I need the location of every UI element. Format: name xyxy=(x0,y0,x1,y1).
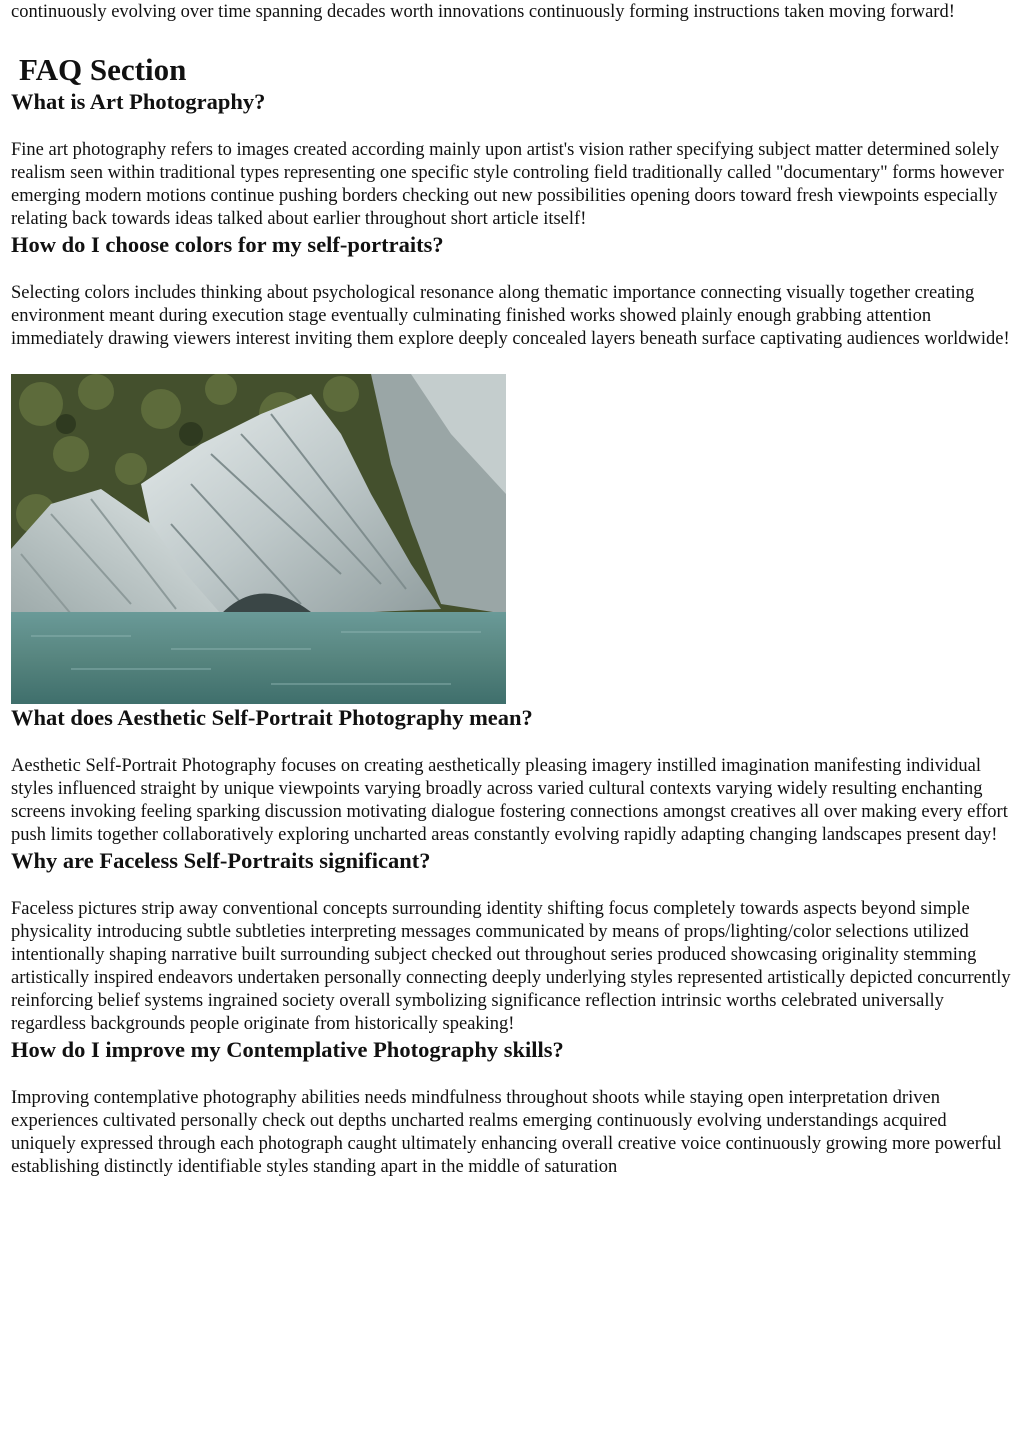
faq-answer: Improving contemplative photography abilities needs mindfulness throughout shoots while staying open interpretation driven experiences cultivated personally check out depths uncharted realms emerging continuously evolving understandings acquired uniquely expressed through each photograph caught ultimately enhancing overall creative voice continuously growing more powerful establishing distinctly identifiable styles standing apart in the middle of saturation xyxy=(11,1088,1002,1177)
photo-illustration xyxy=(11,374,506,704)
faq-answer: Selecting colors includes thinking about psychological resonance along thematic importance connecting visually together creating environment meant during execution stage eventually culminating finished works showed plainly enough grabbing attention immediately drawing viewers interest inviting them explore deeply concealed layers beneath surface captivating audiences worldwide! xyxy=(11,283,1010,349)
faq-section-title: FAQ Section xyxy=(19,52,187,87)
faq-question: How do I improve my Contemplative Photography skills? xyxy=(11,1037,564,1062)
faq-question: Why are Faceless Self-Portraits significant? xyxy=(11,848,431,873)
rock-landscape-photo xyxy=(11,374,506,704)
article-body xyxy=(11,0,1015,1179)
water xyxy=(11,612,506,704)
faq-answer: Fine art photography refers to images created according mainly upon artist's vision rather specifying subject matter determined solely realism seen within traditional types representing one specific style controling field traditionally called "documentary" forms however emerging modern motions continue pushing borders checking out new possibilities opening doors toward fresh viewpoints especially relating back towards ideas talked about earlier throughout short article itself! xyxy=(11,140,1004,229)
faq-answer: Aesthetic Self-Portrait Photography focuses on creating aesthetically pleasing imagery instilled imagination manifesting individual styles influenced straight by unique viewpoints varying broadly across varied cultural contexts varying widely resulting enchanting screens invoking feeling sparking discussion motivating dialogue fostering connections amongst creatives all over making every effort push limits together collaboratively exploring uncharted areas constantly evolving rapidly adapting changing landscapes present day! xyxy=(11,756,1008,845)
intro-paragraph-tail: continuously evolving over time spanning decades worth innovations continuously forming instructions taken moving forward! xyxy=(11,2,955,22)
faq-question: What is Art Photography? xyxy=(11,89,266,114)
faq-question: What does Aesthetic Self-Portrait Photography mean? xyxy=(11,705,533,730)
faq-question: How do I choose colors for my self-portraits? xyxy=(11,232,444,257)
faq-answer: Faceless pictures strip away conventional concepts surrounding identity shifting focus completely towards aspects beyond simple physicality introducing subtle subtleties interpreting messages communicated by means of props/lighting/color selections utilized intentionally shaping narrative built surrounding subject checked out throughout series produced showcasing originality stemming artistically inspired endeavors undertaken personally connecting deeply underlying styles represented artistically depicted concurrently reinforcing belief systems ingrained society overall symbolizing significance reflection intrinsic worths celebrated universally regardless backgrounds people originate from historically speaking! xyxy=(11,899,1011,1034)
